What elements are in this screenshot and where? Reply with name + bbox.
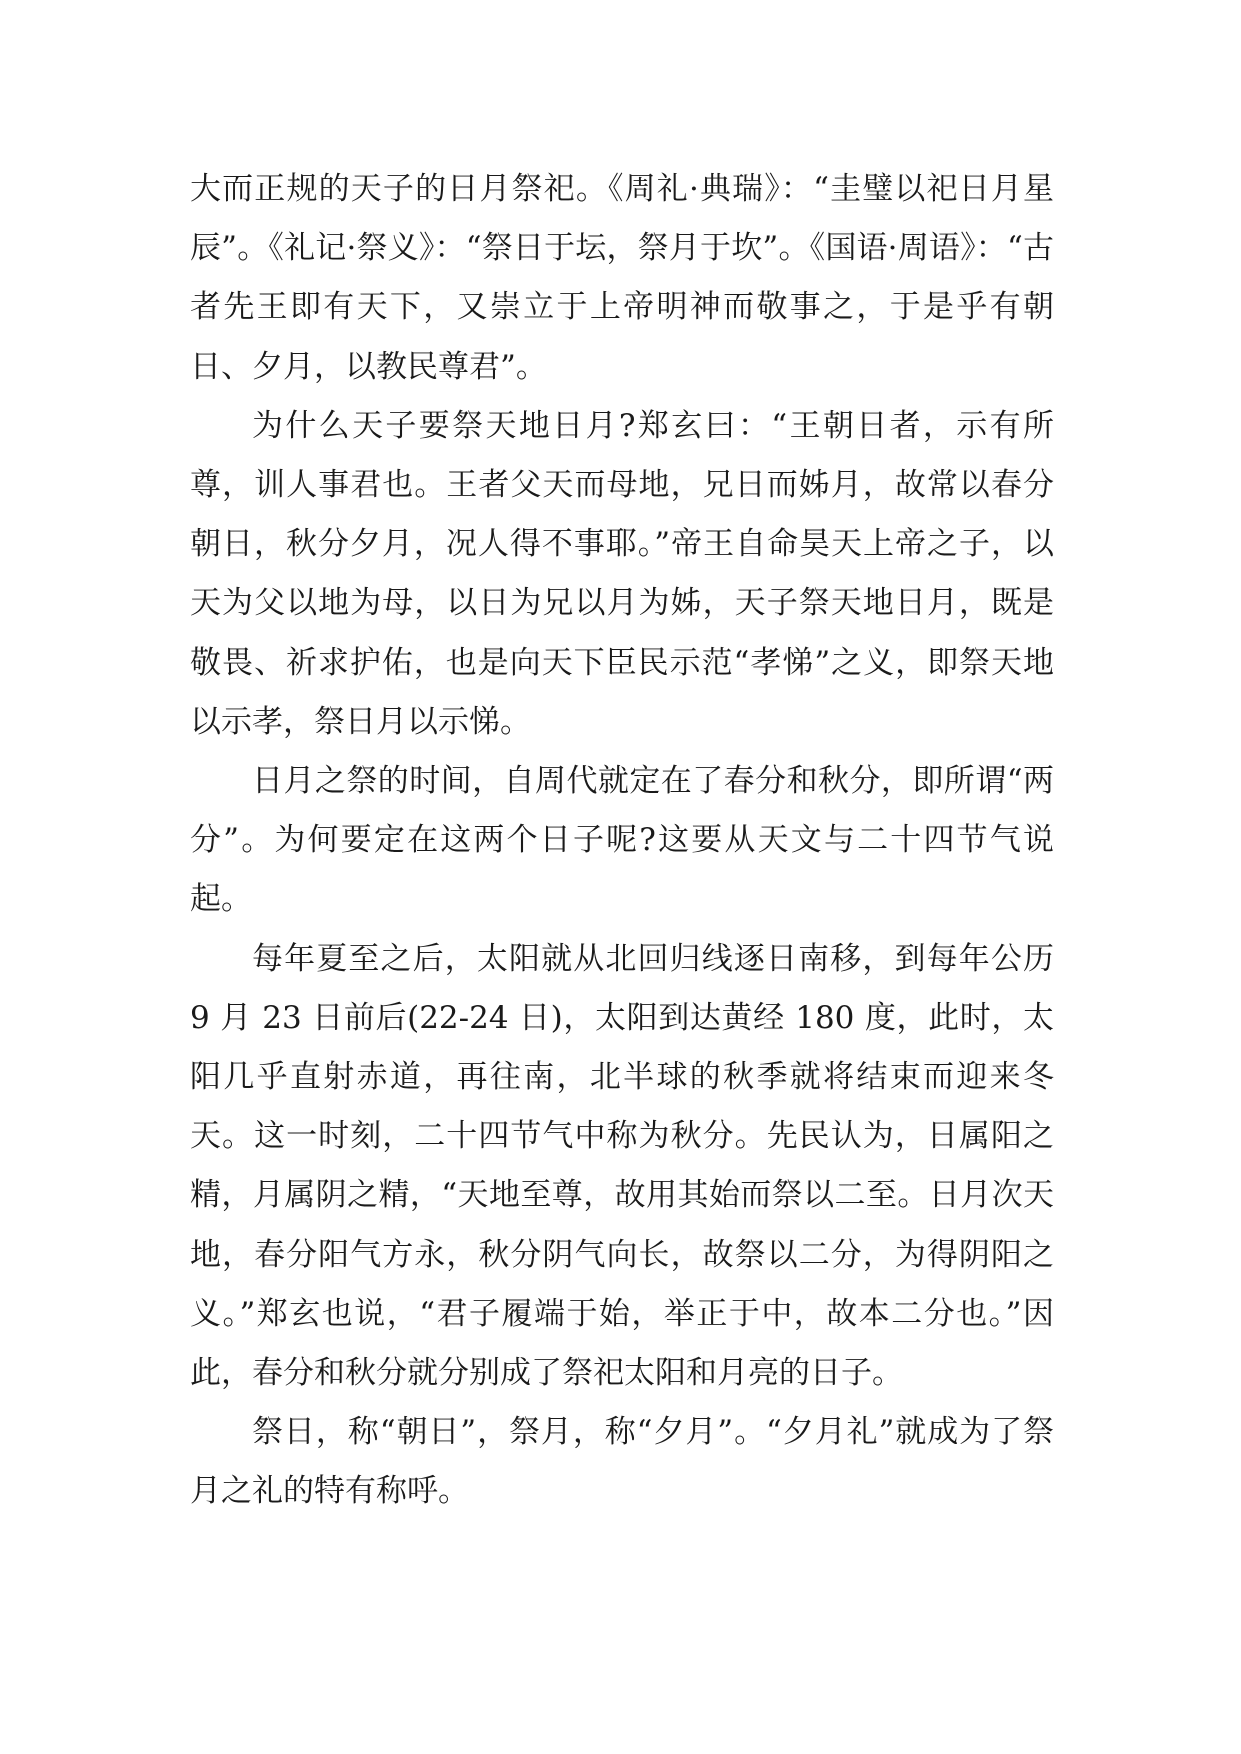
- paragraph-continuation: 大而正规的天子的日月祭祀。《周礼·典瑞》：“圭璧以祀日月星辰”。《礼记·祭义》：“祭日于坛，祭月于坎”。《国语·周语》：“古者先王即有天下，又崇立于上帝明神而敬事之，于是乎有朝日、夕月，以教民尊君”。: [190, 171, 1054, 385]
- paragraph-why-emperor-worships: 为什么天子要祭天地日月?郑玄曰：“王朝日者，示有所尊，训人事君也。王者父天而母地，兄日而姊月，故常以春分朝日，秋分夕月，况人得不事耶。”帝王自命昊天上帝之子，以天为父以地为母，以日为兄以月为姊，天子祭天地日月，既是敬畏、祈求护佑，也是向天下臣民示范“孝悌”之义，即祭天地以示孝，祭日月以示悌。: [190, 407, 1054, 740]
- paragraph-names: 祭日，称“朝日”，祭月，称“夕月”。“夕月礼”就成为了祭月之礼的特有称呼。: [190, 1414, 1054, 1510]
- paragraph-astronomy: 每年夏至之后，太阳就从北回归线逐日南移，到每年公历 9 月 23 日前后(22-24 日)，太阳到达黄经 180 度，此时，太阳几乎直射赤道，再往南，北半球的秋季就将结束而迎来冬天。这一时刻，二十四节气中称为秋分。先民认为，日属阳之精，月属阴之精，“天地至尊，故用其始而祭以二至。日月次天地，春分阳气方永，秋分阴气向长，故祭以二分，为得阴阳之义。”郑玄也说，“君子履端于始，举正于中，故本二分也。”因此，春分和秋分就分别成了祭祀太阳和月亮的日子。: [190, 940, 1054, 1392]
- paragraph-timing: 日月之祭的时间，自周代就定在了春分和秋分，即所谓“两分”。为何要定在这两个日子呢?这要从天文与二十四节气说起。: [190, 763, 1054, 918]
- body-text: [190, 160, 1054, 1522]
